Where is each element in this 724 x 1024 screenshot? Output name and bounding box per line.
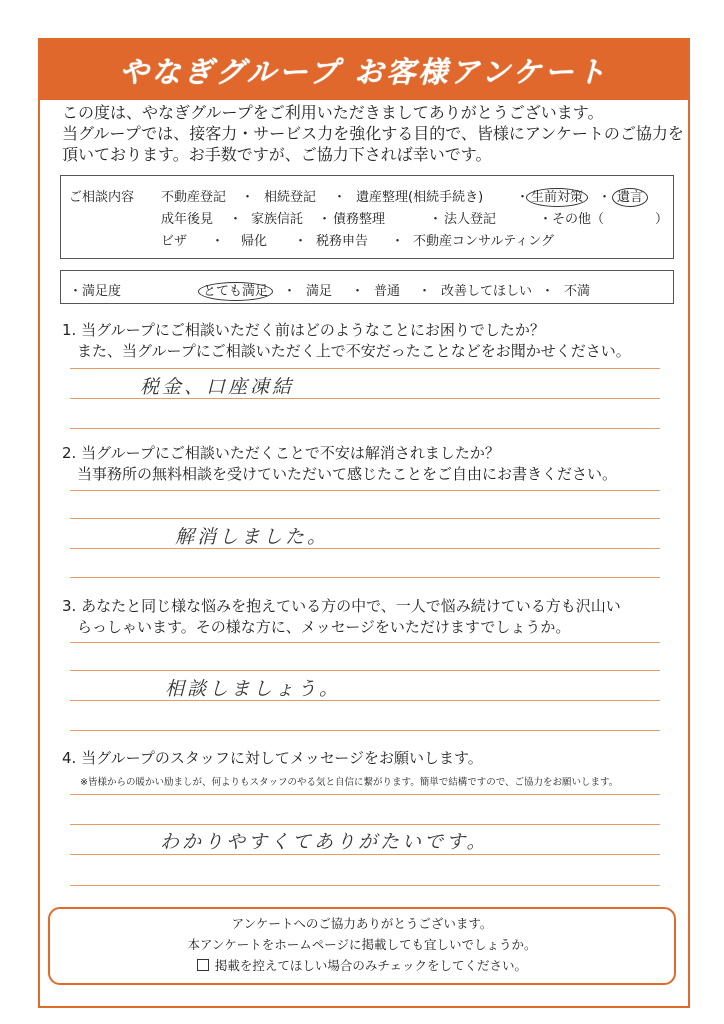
- answer-2-handwriting: 解消しました。: [175, 526, 330, 548]
- separator: ・: [598, 190, 612, 205]
- option-adult-guardianship[interactable]: 成年後見: [161, 212, 214, 227]
- question-line: 4. 当グループのスタッフに対してメッセージをお願いします。: [62, 749, 483, 767]
- intro-line: 当グループでは、接客力・サービス力を強化する目的で、皆様にアンケートのご協力を: [62, 124, 684, 143]
- answer-line: [70, 824, 660, 825]
- separator: ・: [294, 234, 308, 249]
- selected-circle: 生前対策: [526, 188, 588, 207]
- selected-circle: 遺言: [612, 188, 648, 207]
- option-naturalization[interactable]: 帰化: [241, 234, 268, 249]
- option-other[interactable]: ・その他（: [539, 212, 605, 227]
- consult-label: ご相談内容: [69, 190, 135, 205]
- answer-line: [70, 577, 660, 578]
- opt-out-label: 掲載を控えてほしい場合のみチェックをしてください。: [214, 958, 528, 973]
- question-3: [62, 596, 621, 638]
- question-line: らっしゃいます。その様な方に、メッセージをいただけますでしょうか。: [62, 618, 571, 636]
- separator: ・: [541, 284, 555, 299]
- survey-title: やなぎグループ お客様アンケート: [119, 54, 609, 89]
- separator: ・: [283, 284, 297, 299]
- question-4-note: ※皆様からの暖かい励ましが、何よりもスタッフのやる気と自信に繋がります。簡単で結構ですので、ご協力をお願いします。: [80, 777, 619, 788]
- answer-3-handwriting: 相談しましょう。: [165, 678, 342, 700]
- footer-opt-out-row: [50, 955, 674, 976]
- question-4: [62, 748, 483, 769]
- answer-line: [70, 854, 660, 855]
- separator: ・: [211, 234, 225, 249]
- answer-line: [70, 642, 660, 643]
- option-corporate-registration[interactable]: 法人登記: [444, 212, 497, 227]
- option-family-trust[interactable]: 家族信託: [251, 212, 304, 227]
- answer-line: [70, 670, 660, 671]
- answer-4-handwriting: わかりやすくてありがたいです。: [160, 831, 489, 853]
- separator: ・: [318, 212, 332, 227]
- answer-line: [70, 490, 660, 491]
- option-will-circled[interactable]: [617, 186, 643, 205]
- consultation-box: [60, 175, 674, 259]
- option-dissatisfied[interactable]: 不満: [564, 284, 591, 299]
- selected-circle: とても満足: [198, 282, 273, 301]
- separator: ・: [391, 234, 405, 249]
- question-line: 1. 当グループにご相談いただく前はどのようなことにお困りでしたか？: [62, 321, 545, 339]
- survey-sheet: [38, 38, 690, 1008]
- opt-out-checkbox[interactable]: [197, 959, 209, 971]
- separator: ・: [241, 190, 255, 205]
- option-visa[interactable]: ビザ: [161, 234, 188, 249]
- option-inheritance-registration[interactable]: 相続登記: [264, 190, 317, 205]
- satisfaction-box: [60, 270, 674, 304]
- option-pre-death-planning-circled[interactable]: [531, 186, 583, 205]
- separator: ・: [429, 212, 443, 227]
- answer-1-handwriting: 税金、口座凍結: [140, 376, 295, 398]
- answer-line: [70, 368, 660, 369]
- option-estate-settlement[interactable]: 遺産整理(相続手続き): [356, 190, 484, 205]
- answer-line: [70, 794, 660, 795]
- option-tax-filing[interactable]: 税務申告: [316, 234, 369, 249]
- separator: ・: [516, 190, 530, 205]
- option-real-estate-registration[interactable]: 不動産登記: [161, 190, 227, 205]
- answer-line: [70, 885, 660, 886]
- question-line: 2. 当グループにご相談いただくことで不安は解消されましたか？: [62, 444, 500, 462]
- publication-consent-box: [48, 907, 676, 985]
- footer-consent-question: 本アンケートをホームページに掲載しても宜しいでしょうか。: [187, 937, 537, 952]
- intro-line: 頂いております。お手数ですが、ご協力下されば幸いです。: [62, 145, 492, 164]
- answer-line: [70, 548, 660, 549]
- separator: ・: [351, 284, 365, 299]
- answer-line: [70, 518, 660, 519]
- option-neutral[interactable]: 普通: [374, 284, 401, 299]
- answer-line: [70, 730, 660, 731]
- option-debt-restructuring[interactable]: 債務整理: [333, 212, 386, 227]
- intro-text: [62, 102, 682, 165]
- footer-thanks: アンケートへのご協力ありがとうございます。: [231, 916, 493, 931]
- separator: ・: [418, 284, 432, 299]
- question-line: また、当グループにご相談いただく上で不安だったことなどをお聞かせください。: [62, 342, 631, 360]
- answer-line: [70, 428, 660, 429]
- other-close-paren: ）: [655, 212, 669, 227]
- intro-line: この度は、やなぎグループをご利用いただきましてありがとうございます。: [62, 103, 604, 122]
- answer-line: [70, 398, 660, 399]
- option-very-satisfied-circled[interactable]: [203, 280, 268, 299]
- question-line: 当事務所の無料相談を受けていただいて感じたことをご自由にお書きください。: [62, 465, 618, 483]
- separator: ・: [229, 212, 243, 227]
- option-needs-improvement[interactable]: 改善してほしい: [441, 284, 533, 299]
- separator: ・: [333, 190, 347, 205]
- question-line: 3. あなたと同じ様な悩みを抱えている方の中で、一人で悩み続けている方も沢山い: [62, 597, 621, 615]
- option-real-estate-consulting[interactable]: 不動産コンサルティング: [413, 234, 555, 249]
- satisfaction-label: ・満足度: [69, 284, 122, 299]
- answer-line: [70, 700, 660, 701]
- question-1: [62, 320, 631, 362]
- question-2: [62, 443, 617, 485]
- survey-header: [40, 40, 688, 100]
- option-satisfied[interactable]: 満足: [306, 284, 333, 299]
